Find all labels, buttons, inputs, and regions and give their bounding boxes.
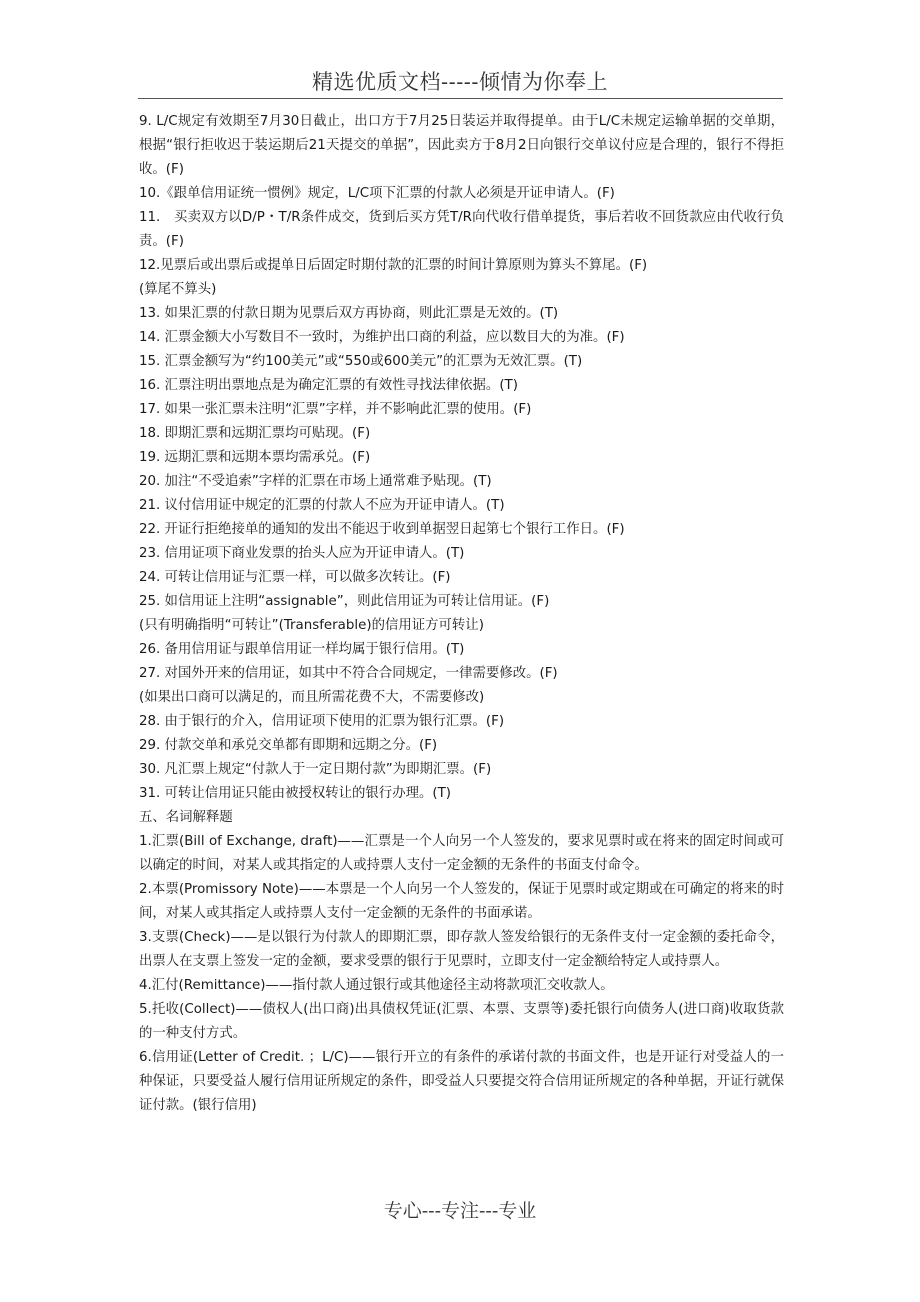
page-footer: 专心---专注---专业 xyxy=(383,1200,537,1222)
list-item: 11. 买卖双方以D/P・T/R条件成交，货到后买方凭T/R向代收行借单提货，事后若收不回货款应由代收行负责。(F) xyxy=(139,210,784,249)
list-item: 18. 即期汇票和远期汇票均可贴现。(F) xyxy=(139,426,371,441)
definition-item: 1.汇票(Bill of Exchange, draft)——汇票是一个人向另一个人签发的，要求见票时或在将来的固定时间或可以确定的时间，对某人或其指定的人或持票人支付一定金额的无条件的书面支付命令。 xyxy=(139,834,784,873)
list-item: 25. 如信用证上注明“assignable”，则此信用证为可转让信用证。(F) xyxy=(139,594,550,609)
list-item: 29. 付款交单和承兑交单都有即期和远期之分。(F) xyxy=(139,738,438,753)
section-heading: 五、名词解释题 xyxy=(139,810,233,825)
list-item: 20. 加注“不受追索”字样的汇票在市场上通常难予贴现。(T) xyxy=(139,474,492,489)
list-item: 27. 对国外开来的信用证，如其中不符合合同规定，一律需要修改。(F) xyxy=(139,666,558,681)
definition-item: 4.汇付(Remittance)——指付款人通过银行或其他途径主动将款项汇交收款人。 xyxy=(139,978,614,993)
definition-item: 6.信用证(Letter of Credit. ；L/C)——银行开立的有条件的承诺付款的书面文件，也是开证行对受益人的一种保证，只要受益人履行信用证所规定的条件，即受益人只要提交符合信用证所规定的各种单据，开证行就保证付款。(银行信用) xyxy=(139,1050,784,1113)
page-header: 精选优质文档-----倾情为你奉上 xyxy=(312,70,608,94)
list-item: 21. 议付信用证中规定的汇票的付款人不应为开证申请人。(T) xyxy=(139,498,505,513)
list-item: 12.见票后或出票后或提单日后固定时期付款的汇票的时间计算原则为算头不算尾。(F) xyxy=(139,258,648,273)
header-divider xyxy=(138,98,783,99)
definition-item: 3.支票(Check)——是以银行为付款人的即期汇票，即存款人签发给银行的无条件支付一定金额的委托命令，出票人在支票上签发一定的金额，要求受票的银行于见票时，立即支付一定金额给特定人或持票人。 xyxy=(139,930,784,969)
list-item: 19. 远期汇票和远期本票均需承兑。(F) xyxy=(139,450,371,465)
list-item-note: (如果出口商可以满足的，而且所需花费不大，不需要修改) xyxy=(139,690,485,705)
list-item-note: (算尾不算头) xyxy=(139,282,217,297)
list-item: 9. L/C规定有效期至7月30日截止，出口方于7月25日装运并取得提单。由于L/C未规定运输单据的交单期，根据“银行拒收迟于装运期后21天提交的单据”，因此卖方于8月2日向银行交单议付应是合理的，银行不得拒收。(F) xyxy=(139,114,784,177)
list-item: 13. 如果汇票的付款日期为见票后双方再协商，则此汇票是无效的。(T) xyxy=(139,306,559,321)
definition-item: 2.本票(Promissory Note)——本票是一个人向另一个人签发的，保证于见票时或定期或在可确定的将来的时间，对某人或其指定人或持票人支付一定金额的无条件的书面承诺。 xyxy=(139,882,784,921)
list-item-note: (只有明确指明“可转让”(Transferable)的信用证方可转让) xyxy=(139,618,484,633)
list-item: 24. 可转让信用证与汇票一样，可以做多次转让。(F) xyxy=(139,570,451,585)
list-item: 22. 开证行拒绝接单的通知的发出不能迟于收到单据翌日起第七个银行工作日。(F) xyxy=(139,522,625,537)
list-item: 28. 由于银行的介入，信用证项下使用的汇票为银行汇票。(F) xyxy=(139,714,505,729)
definition-item: 5.托收(Collect)——债权人(出口商)出具债权凭证(汇票、本票、支票等)委托银行向债务人(进口商)收取货款的一种支付方式。 xyxy=(139,1002,784,1041)
document-body xyxy=(139,110,784,1118)
list-item: 23. 信用证项下商业发票的抬头人应为开证申请人。(T) xyxy=(139,546,465,561)
list-item: 16. 汇票注明出票地点是为确定汇票的有效性寻找法律依据。(T) xyxy=(139,378,518,393)
list-item: 17. 如果一张汇票未注明“汇票”字样，并不影响此汇票的使用。(F) xyxy=(139,402,532,417)
list-item: 14. 汇票金额大小写数目不一致时，为维护出口商的利益，应以数目大的为准。(F) xyxy=(139,330,625,345)
list-item: 10.《跟单信用证统一惯例》规定，L/C项下汇票的付款人必须是开证申请人。(F) xyxy=(139,186,615,201)
list-item: 15. 汇票金额写为“约100美元”或“550或600美元”的汇票为无效汇票。(T) xyxy=(139,354,583,369)
list-item: 30. 凡汇票上规定“付款人于一定日期付款”为即期汇票。(F) xyxy=(139,762,492,777)
list-item: 31. 可转让信用证只能由被授权转让的银行办理。(T) xyxy=(139,786,451,801)
list-item: 26. 备用信用证与跟单信用证一样均属于银行信用。(T) xyxy=(139,642,465,657)
